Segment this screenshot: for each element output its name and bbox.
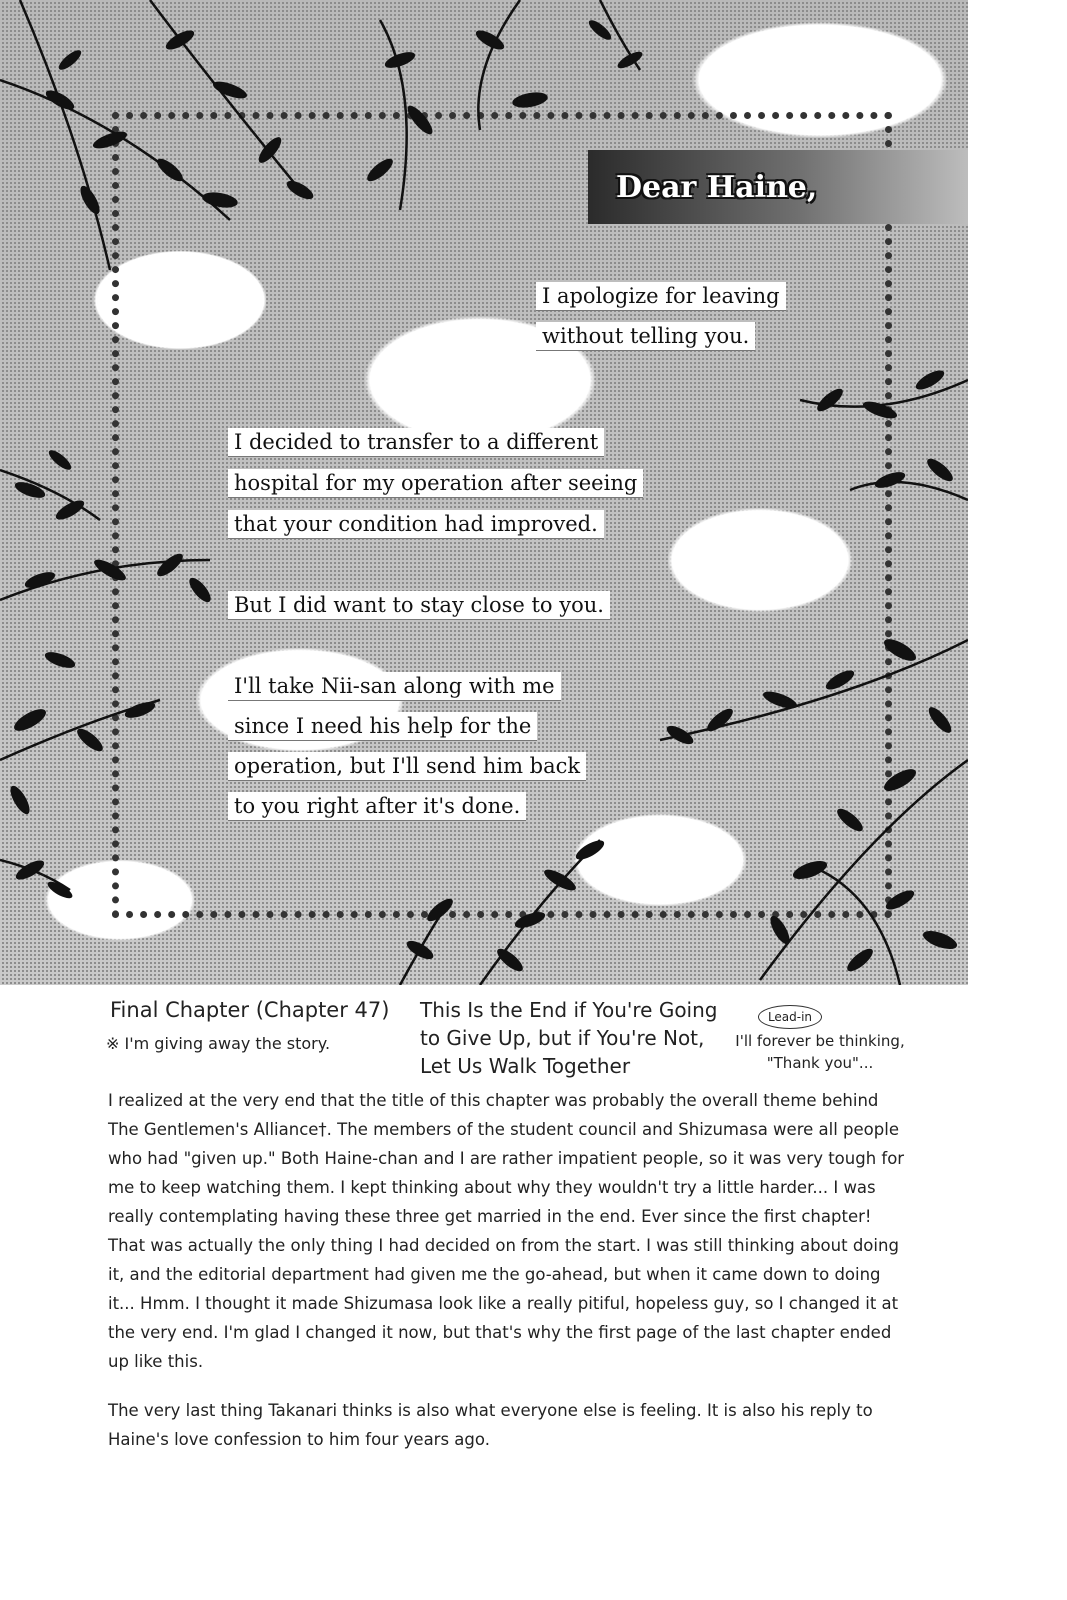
letter-line: I'll take Nii-san along with me [228, 672, 561, 701]
letter-salutation: Dear Haine, [616, 170, 818, 205]
letter-line: I apologize for leaving [536, 282, 786, 311]
chapter-label: Final Chapter (Chapter 47) [110, 998, 390, 1022]
chapter-title: This Is the End if You're Going to Give Up, but if You're Not, Let Us Walk Together [420, 998, 718, 1078]
lead-in-badge: Lead-in [758, 1005, 822, 1029]
letter-line: I decided to transfer to a different [228, 428, 604, 457]
lead-in-text: I'll forever be thinking, "Thank you"... [735, 1032, 905, 1072]
letter-line: without telling you. [536, 322, 755, 351]
letter-line: hospital for my operation after seeing [228, 469, 643, 498]
author-commentary [108, 1086, 908, 1474]
letter-line: since I need his help for the [228, 712, 537, 741]
letter-line: operation, but I'll send him back [228, 752, 586, 781]
spoiler-warning: ※ I'm giving away the story. [106, 1034, 331, 1053]
letter-line: But I did want to stay close to you. [228, 591, 610, 620]
letter-line: to you right after it's done. [228, 792, 526, 821]
letter-line: that your condition had improved. [228, 510, 604, 539]
commentary-paragraph: The very last thing Takanari thinks is also what everyone else is feeling. It is also his reply to Haine's love confession to him four years ago. [108, 1401, 873, 1449]
commentary-paragraph: I realized at the very end that the title of this chapter was probably the overall theme behind The Gentlemen's Alliance†. The members of the student council and Shizumasa were all people who had "given up." Both Haine-chan and I are rather impatient people, so it was very tough for me to keep watching them. I kept thinking about why they wouldn't try a little harder... I was really contemplating having these three get married in the end. Ever since the first chapter! That was actually the only thing I had decided on from the start. I was still thinking about doing it, and the editorial department had given me the go-ahead, but when it came down to doing it... Hmm. I thought it made Shizumasa look like a really pitiful, hopeless guy, so I changed it at the very end. I'm glad I changed it now, but that's why the first page of the last chapter ended up like this. [108, 1091, 905, 1371]
